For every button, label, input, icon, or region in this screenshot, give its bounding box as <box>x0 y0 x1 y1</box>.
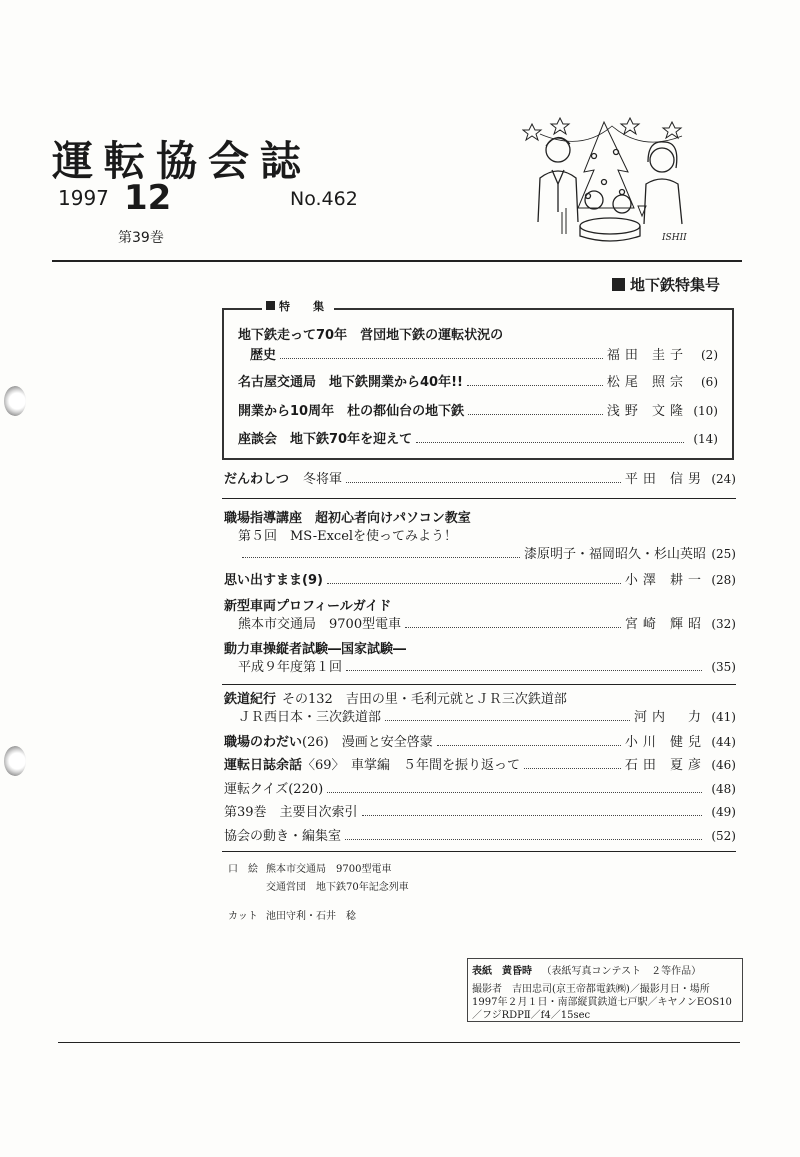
entry-page: (48) <box>711 782 736 796</box>
cut-label: カット <box>228 911 258 922</box>
entry-page: (41) <box>711 710 736 724</box>
leader-dots <box>346 482 621 483</box>
entry-title: 地下鉄走って70年 営団地下鉄の運転状況の <box>238 328 504 343</box>
entry-page: (49) <box>711 805 736 819</box>
entry-subtitle: ＪＲ西日本・三次鉄道部 <box>238 710 382 725</box>
toc-index[interactable] <box>224 803 736 822</box>
leader-dots <box>327 792 702 793</box>
leader-dots <box>280 358 603 359</box>
feature-item-1-cont[interactable] <box>250 346 718 365</box>
entry-title: 第39巻 主要目次索引 <box>224 805 358 820</box>
leader-dots <box>437 745 621 746</box>
issue-number: No.462 <box>290 188 358 210</box>
entry-author: 平田 信男 <box>624 472 706 487</box>
leader-dots <box>416 442 684 443</box>
section-divider <box>222 684 736 685</box>
entry-page: (25) <box>711 547 736 561</box>
frontispiece-item-1: 熊本市交通局 9700型電車 <box>266 864 392 875</box>
volume-number: 第39巻 <box>118 230 164 246</box>
entry-author: 宮崎 輝昭 <box>624 617 706 632</box>
entry-author: 小川 健兒 <box>624 735 706 750</box>
special-issue-tag <box>612 274 720 295</box>
feature-label-text: 特 集 <box>279 300 330 313</box>
toc-omoidasu[interactable] <box>224 571 736 590</box>
entry-author: 松尾 照宗 <box>606 375 688 390</box>
issue-month: 12 <box>124 178 172 218</box>
toc-pc-course-authors[interactable] <box>238 545 736 564</box>
cover-line-1: 撮影者 吉田忠司(京王帝都電鉄㈱)／撮影月日・場所 <box>472 984 710 995</box>
entry-subtitle: 第５回 MS-Excelを使ってみよう！ <box>238 529 458 544</box>
cover-label <box>472 962 701 977</box>
leader-dots <box>346 670 702 671</box>
toc-travel-sub[interactable] <box>238 708 736 727</box>
entry-author: 小澤 耕一 <box>624 573 706 588</box>
toc-news[interactable] <box>224 827 736 846</box>
magazine-title: 運転協会誌 <box>52 137 312 185</box>
leader-dots <box>362 815 702 816</box>
entry-title: 協会の動き・編集室 <box>224 829 342 844</box>
section-divider <box>222 498 736 499</box>
entry-title: 歴史 <box>250 348 277 363</box>
leader-dots <box>524 768 621 769</box>
entry-title: 職場のわだい <box>224 735 303 750</box>
cover-title: 表紙 黄昏時 <box>472 966 532 977</box>
entry-title: 座談会 地下鉄70年を迎えて <box>238 432 413 447</box>
christmas-illustration <box>522 112 700 244</box>
entry-title: 開業から10周年 杜の都仙台の地下鉄 <box>238 404 465 419</box>
leader-dots <box>242 557 520 558</box>
toc-travel[interactable] <box>224 691 736 709</box>
toc-pc-course-sub[interactable] <box>238 528 736 546</box>
entry-author: 福田 圭子 <box>606 348 688 363</box>
entry-title: 新型車両プロフィールガイド <box>224 599 392 614</box>
leader-dots <box>467 385 603 386</box>
entry-author: 漆原明子・福岡昭久・杉山英昭 <box>523 547 706 562</box>
entry-title: 職場指導講座 超初心者向けパソコン教室 <box>224 511 471 526</box>
entry-title: 動力車操縦者試験―国家試験― <box>224 642 407 657</box>
entry-page: (32) <box>711 617 736 631</box>
punch-hole-bottom <box>4 746 26 776</box>
entry-page: (28) <box>711 573 736 587</box>
entry-subtitle: 熊本市交通局 9700型電車 <box>238 617 402 632</box>
toc-exam[interactable] <box>224 641 736 659</box>
entry-page: (52) <box>711 829 736 843</box>
square-bullet-icon <box>266 301 275 310</box>
footer-divider <box>58 1042 740 1043</box>
cut-credit: 池田守利・石井 稔 <box>266 911 356 922</box>
entry-subtitle: 平成９年度第１回 <box>238 660 343 675</box>
toc-pc-course[interactable] <box>224 510 736 528</box>
leader-dots <box>345 839 702 840</box>
entry-page: (14) <box>693 432 718 446</box>
entry-title: 運転日誌余話 <box>224 758 303 773</box>
entry-page: (24) <box>711 472 736 486</box>
entry-title-rest: 〈69〉 車掌編 ５年間を振り返って <box>302 758 521 773</box>
cover-line-2: 1997年２月１日・南部縦貫鉄道七戸駅／キヤノンEOS10 <box>472 997 732 1008</box>
leader-dots <box>468 414 603 415</box>
square-bullet-icon <box>612 278 625 291</box>
leader-dots <box>327 583 621 584</box>
illustration-signature: ISHII <box>662 233 687 243</box>
toc-exam-sub[interactable] <box>238 658 736 677</box>
feature-item-4[interactable] <box>238 430 718 449</box>
entry-author: 石田 夏彦 <box>624 758 706 773</box>
leader-dots <box>385 720 630 721</box>
entry-title: 思い出すまま(9) <box>224 573 323 588</box>
entry-page: (6) <box>701 375 718 389</box>
entry-title: 鉄道紀行 <box>224 692 277 707</box>
toc-nisshi[interactable] <box>224 756 736 775</box>
issue-year: 1997 <box>58 186 109 210</box>
feature-label <box>262 298 334 314</box>
entry-page: (2) <box>701 348 718 362</box>
leader-dots <box>405 627 621 628</box>
entry-subtitle: 冬将軍 <box>303 472 343 487</box>
entry-title: 運転クイズ(220) <box>224 782 324 797</box>
entry-author: 河内 力 <box>633 710 706 725</box>
header-divider <box>52 260 742 262</box>
entry-author: 浅野 文隆 <box>606 404 688 419</box>
punch-hole-top <box>4 386 26 416</box>
entry-page: (10) <box>693 404 718 418</box>
entry-page: (35) <box>711 660 736 674</box>
frontispiece-item-2: 交通営団 地下鉄70年記念列車 <box>266 882 409 893</box>
toc-new-car[interactable] <box>224 598 736 616</box>
feature-item-1[interactable] <box>238 327 718 345</box>
credits-divider <box>222 851 736 852</box>
toc-wadai[interactable] <box>224 733 736 752</box>
toc-quiz[interactable] <box>224 780 736 799</box>
entry-page: (46) <box>711 758 736 772</box>
feature-item-3[interactable] <box>238 402 718 421</box>
entry-title: 名古屋交通局 地下鉄開業から40年!! <box>238 375 463 390</box>
special-issue-text: 地下鉄特集号 <box>630 276 721 294</box>
feature-item-2[interactable] <box>238 373 718 392</box>
toc-danwashitsu[interactable] <box>224 470 736 489</box>
cover-award: （表紙写真コンテスト ２等作品） <box>541 966 702 977</box>
entry-page: (44) <box>711 735 736 749</box>
entry-title-rest: その132 吉田の里・毛利元就とＪＲ三次鉄道部 <box>282 692 567 707</box>
frontispiece-label: 口 絵 <box>228 864 258 875</box>
cover-line-3: ／フジRDPⅡ／f4／15sec <box>472 1010 591 1021</box>
entry-title: だんわしつ <box>224 472 290 487</box>
entry-title-rest: (26) 漫画と安全啓蒙 <box>302 735 433 750</box>
toc-new-car-sub[interactable] <box>238 615 736 634</box>
